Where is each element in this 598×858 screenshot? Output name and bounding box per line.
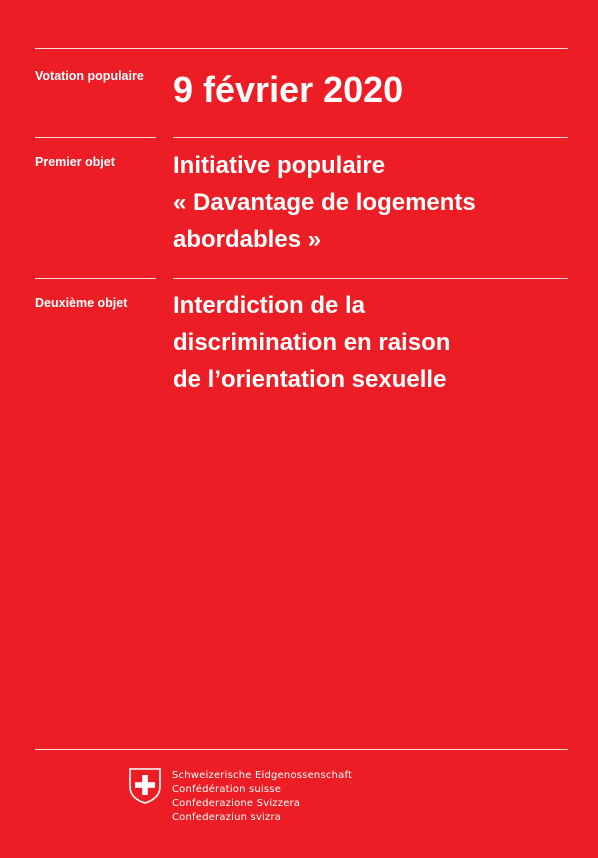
- first-object-title: [173, 147, 573, 258]
- title-divider-2: [173, 278, 568, 279]
- swiss-cross-shield-icon: [128, 767, 162, 805]
- title-divider-1: [173, 137, 568, 138]
- label-divider-1: [35, 137, 156, 138]
- confederation-names: [172, 769, 352, 825]
- second-object-title-line: discrimination en raison: [173, 329, 451, 356]
- confederation-name-rm: Confederaziun svizra: [172, 812, 282, 823]
- second-object-title: [173, 287, 573, 398]
- footer-divider: [35, 749, 568, 750]
- second-object-title-line: de l’orientation sexuelle: [173, 366, 447, 393]
- ballot-label: Votation populaire: [35, 69, 144, 83]
- top-divider: [35, 48, 568, 49]
- confederation-name-fr: Confédération suisse: [172, 784, 282, 795]
- second-object-title-line: Interdiction de la: [173, 292, 366, 319]
- confederation-name-it: Confederazione Svizzera: [172, 798, 301, 809]
- first-object-title-line: Initiative populaire: [173, 152, 386, 179]
- second-object-label: Deuxième objet: [35, 296, 128, 310]
- first-object-title-line: abordables »: [173, 226, 322, 253]
- first-object-title-line: « Davantage de logements: [173, 189, 476, 216]
- first-object-label: Premier objet: [35, 155, 115, 169]
- ballot-date: 9 février 2020: [173, 69, 404, 110]
- confederation-name-de: Schweizerische Eidgenossenschaft: [172, 770, 353, 781]
- label-divider-2: [35, 278, 156, 279]
